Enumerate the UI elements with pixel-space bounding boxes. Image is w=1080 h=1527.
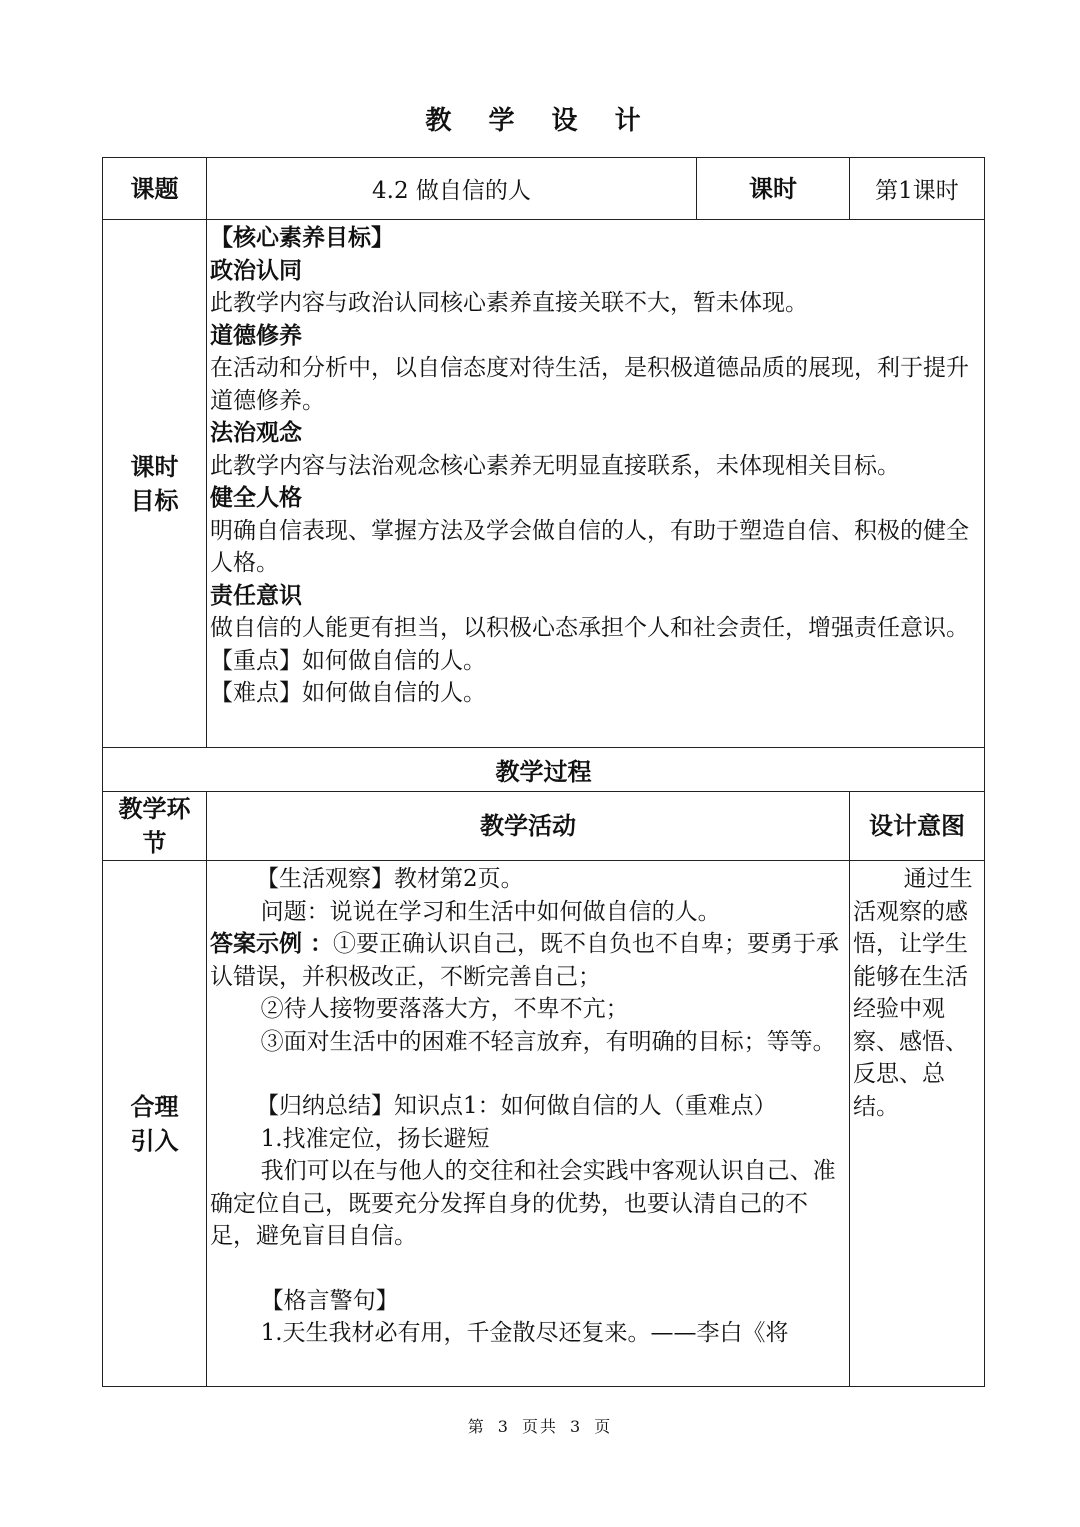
objectives-content: [207, 220, 985, 748]
objective-heading-law: 法治观念: [210, 419, 302, 446]
objective-heading-responsibility: 责任意识: [210, 581, 302, 609]
col-activity: 教学活动: [207, 792, 850, 861]
intro-question: 问题：说说在学习和生活中如何做自信的人。: [260, 898, 721, 925]
objective-heading-moral: 道德修养: [210, 321, 302, 349]
page-footer: [0, 1414, 1080, 1437]
answer-label: 答案示例 ：: [210, 930, 334, 957]
objectives-label-line2: 目标: [130, 485, 179, 515]
lesson-plan-table: [102, 157, 985, 1387]
objective-text-responsibility: 做自信的人能更有担当，以积极心态承担个人和社会责任，增强责任意识。: [210, 615, 969, 641]
intro-summary: 【归纳总结】知识点1：如何做自信的人（重难点）: [256, 1093, 777, 1119]
difficulty-point: 【难点】如何做自信的人。: [210, 680, 486, 706]
objectives-label-line1: 课时: [130, 451, 179, 481]
intro-intent-text: 通过生活观察的感悟，让学生能够在生活经验中观察、感悟、反思、总结。: [853, 866, 973, 1120]
period-value: 第1课时: [850, 158, 985, 220]
objective-heading-personality: 健全人格: [210, 484, 302, 511]
period-label: 课时: [697, 158, 850, 220]
document-title: 教 学 设 计: [425, 106, 655, 136]
col-stage-line1: 教学环: [118, 794, 191, 823]
answer-1: ①要正确认识自己，既不自负也不自卑；要勇于承认错误，并积极改正，不断完善自己；: [210, 931, 840, 990]
key-point: 【重点】如何做自信的人。: [210, 647, 486, 674]
intro-intent: [850, 861, 985, 1387]
intro-point1-text: 我们可以在与他人的交往和社会实践中客观认识自己、准确定位自己，既要充分发挥自身的优势，也要认清自己的不足，避免盲目自信。: [210, 1158, 836, 1249]
answer-2: ②待人接物要落落大方，不卑不亢；: [260, 996, 629, 1022]
topic-value: 4.2 做自信的人: [207, 158, 697, 220]
maxim-heading: 【格言警句】: [260, 1287, 399, 1314]
intro-point1: 1.找准定位，扬长避短: [260, 1125, 490, 1152]
intro-stage: [103, 861, 207, 1387]
intro-activity: [207, 861, 850, 1387]
core-objectives-heading: 【核心素养目标】: [210, 224, 394, 251]
col-stage: [103, 792, 207, 861]
intro-answer: [210, 928, 847, 993]
process-heading-row: [103, 748, 985, 792]
topic-row: [103, 158, 985, 220]
footer-prefix: 第: [467, 1417, 486, 1436]
answer-3: ③面对生活中的困难不轻言放弃，有明确的目标；等等。: [260, 1028, 836, 1055]
process-heading: 教学过程: [103, 748, 985, 792]
intro-stage-line2: 引入: [130, 1125, 179, 1155]
topic-label: 课题: [103, 158, 207, 220]
footer-suffix: 页: [594, 1417, 613, 1436]
objective-text-personality: 明确自信表现、掌握方法及学会做自信的人，有助于塑造自信、积极的健全人格。: [210, 517, 969, 576]
intro-observe: 【生活观察】教材第2页。: [256, 866, 524, 892]
footer-mid: 页共: [521, 1417, 558, 1436]
objective-text-moral: 在活动和分析中，以自信态度对待生活，是积极道德品质的展现，利于提升道德修养。: [210, 355, 969, 414]
objective-heading-political: 政治认同: [210, 256, 302, 284]
col-stage-line2: 节: [142, 828, 167, 857]
footer-total: 3: [570, 1417, 583, 1436]
objective-text-law: 此教学内容与法治观念核心素养无明显直接联系，未体现相关目标。: [210, 452, 900, 479]
objective-text-political: 此教学内容与政治认同核心素养直接关联不大，暂未体现。: [210, 290, 808, 316]
objectives-label: [103, 220, 207, 748]
footer-page-num: 3: [497, 1417, 510, 1436]
intro-stage-line1: 合理: [130, 1091, 179, 1121]
process-columns-row: [103, 792, 985, 861]
maxim-1: 1.天生我材必有用，千金散尽还复来。——李白《将: [260, 1320, 789, 1346]
objectives-row: [103, 220, 985, 748]
intro-row: [103, 861, 985, 1387]
col-intent: 设计意图: [850, 792, 985, 861]
